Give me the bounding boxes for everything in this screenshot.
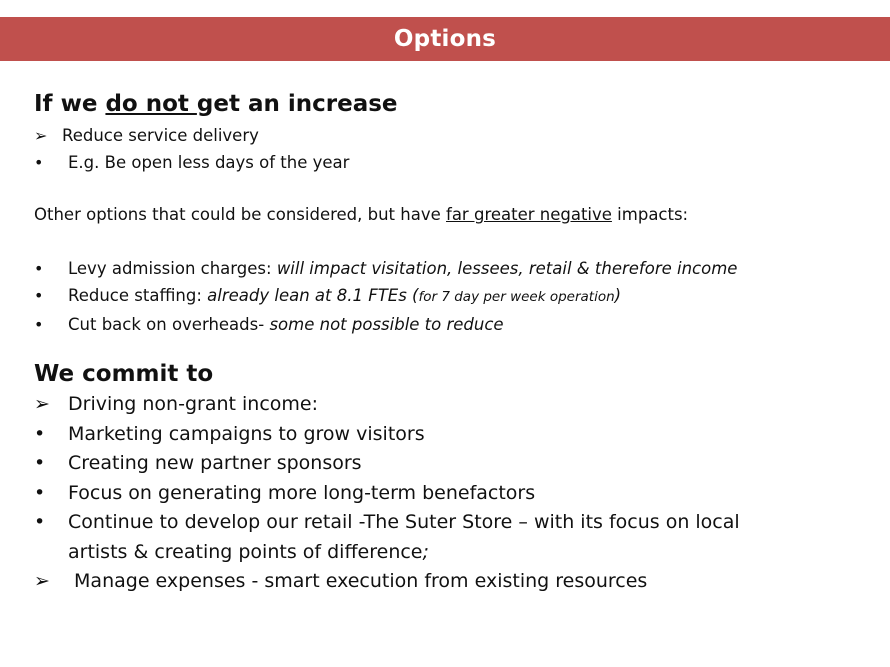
list-item: • Focus on generating more long-term benefactors	[34, 479, 874, 509]
bullet-icon: •	[34, 259, 44, 278]
underlined-far-greater-negative: far greater negative	[446, 205, 612, 224]
arrow-bullet-icon: ➢	[34, 126, 48, 145]
underlined-do-not: do not	[105, 91, 197, 117]
bullet-icon: •	[34, 422, 46, 445]
list-item: • E.g. Be open less days of the year	[34, 149, 874, 176]
list-item: • Cut back on overheads- some not possible to reduce	[34, 311, 874, 338]
slide-title-bar	[0, 17, 890, 61]
arrow-bullet-icon: ➢	[34, 570, 50, 592]
bullet-icon: •	[34, 511, 46, 533]
arrow-bullet-icon: ➢	[34, 393, 50, 415]
bullet-icon: •	[34, 153, 44, 172]
bullet-icon: •	[34, 286, 44, 305]
list-item: • Marketing campaigns to grow visitors	[34, 420, 874, 450]
bullet-icon: •	[34, 315, 44, 334]
section-heading-no-increase: If we do not get an increase	[34, 91, 398, 117]
list-item: • Levy admission charges: will impact visitation, lessees, retail & therefore income	[34, 255, 874, 282]
other-options-intro: Other options that could be considered, but have far greater negative impacts:	[34, 205, 689, 224]
list-item: • Creating new partner sponsors	[34, 449, 874, 479]
list-item: • Reduce staffing: already lean at 8.1 FTEs (for 7 day per week operation)	[34, 282, 874, 311]
slide-content	[34, 88, 874, 597]
list-item: ➢ Driving non-grant income:	[34, 390, 874, 420]
list-item: • Continue to develop our retail -The Suter Store – with its focus on local artists & creating points of difference;	[34, 508, 874, 567]
list-item: ➢ Manage expenses - smart execution from existing resources	[34, 567, 874, 597]
bullet-icon: •	[34, 452, 46, 474]
slide-title: Options	[393, 26, 497, 52]
list-item: ➢ Reduce service delivery	[34, 122, 874, 149]
section-heading-commit: We commit to	[34, 361, 214, 387]
bullet-icon: •	[34, 481, 46, 504]
